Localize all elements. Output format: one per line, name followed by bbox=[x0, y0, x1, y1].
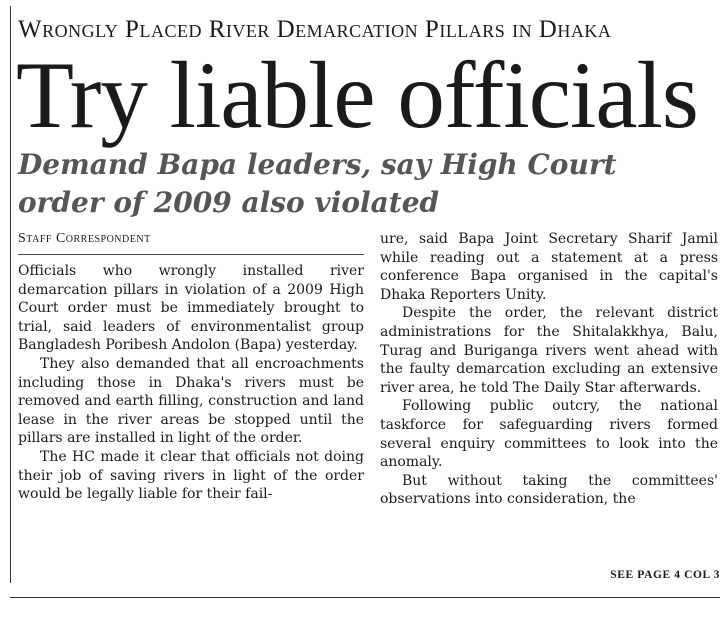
paragraph: ure, said Bapa Joint Secretary Sharif Jamil while reading out a statement at a press conference Bapa organised in the capital's Dhaka Reporters Unity. bbox=[380, 231, 718, 303]
paragraph: But without taking the committees' observations into consideration, the bbox=[380, 472, 718, 508]
paragraph: Despite the order, the relevant district administrations for the Shitalakkhya, Balu, Turag and Buriganga rivers went ahead with the faulty demarcation excluding an extensive river area, he told The Daily Star afterwards. bbox=[380, 305, 718, 396]
paragraph: Following public outcry, the national taskforce for safeguarding rivers formed several enquiry committees to look into the anomaly. bbox=[380, 398, 718, 471]
continuation-jump: SEE PAGE 4 COL 3 bbox=[610, 569, 720, 581]
paragraph: They also demanded that all encroachments including those in Dhaka's rivers must be removed and earth filling, construction and land lease in the river areas be stopped until the pillars are installed in light of the order. bbox=[18, 355, 364, 447]
byline: Staff Correspondent bbox=[18, 231, 151, 246]
bottom-rule bbox=[10, 597, 720, 598]
kicker: Wrongly Placed River Demarcation Pillars in Dhaka bbox=[18, 16, 612, 43]
paragraph: The HC made it clear that officials not doing their job of saving rivers in light of the order would be legally liable for their fail- bbox=[18, 448, 364, 503]
subhead: Demand Bapa leaders, say High Court order of 2009 also violated bbox=[18, 148, 617, 219]
left-column-rule bbox=[10, 6, 11, 583]
byline-rule bbox=[18, 254, 364, 255]
article-column-1 bbox=[18, 262, 364, 504]
headline: Try liable officials bbox=[16, 42, 698, 148]
article-column-2 bbox=[380, 230, 718, 509]
paragraph: Officials who wrongly installed river demarcation pillars in violation of a 2009 High Court order must be immediately brought to trial, said leaders of environmentalist group Bangladesh Poribesh Andolon (Bapa) yesterday. bbox=[18, 263, 364, 354]
